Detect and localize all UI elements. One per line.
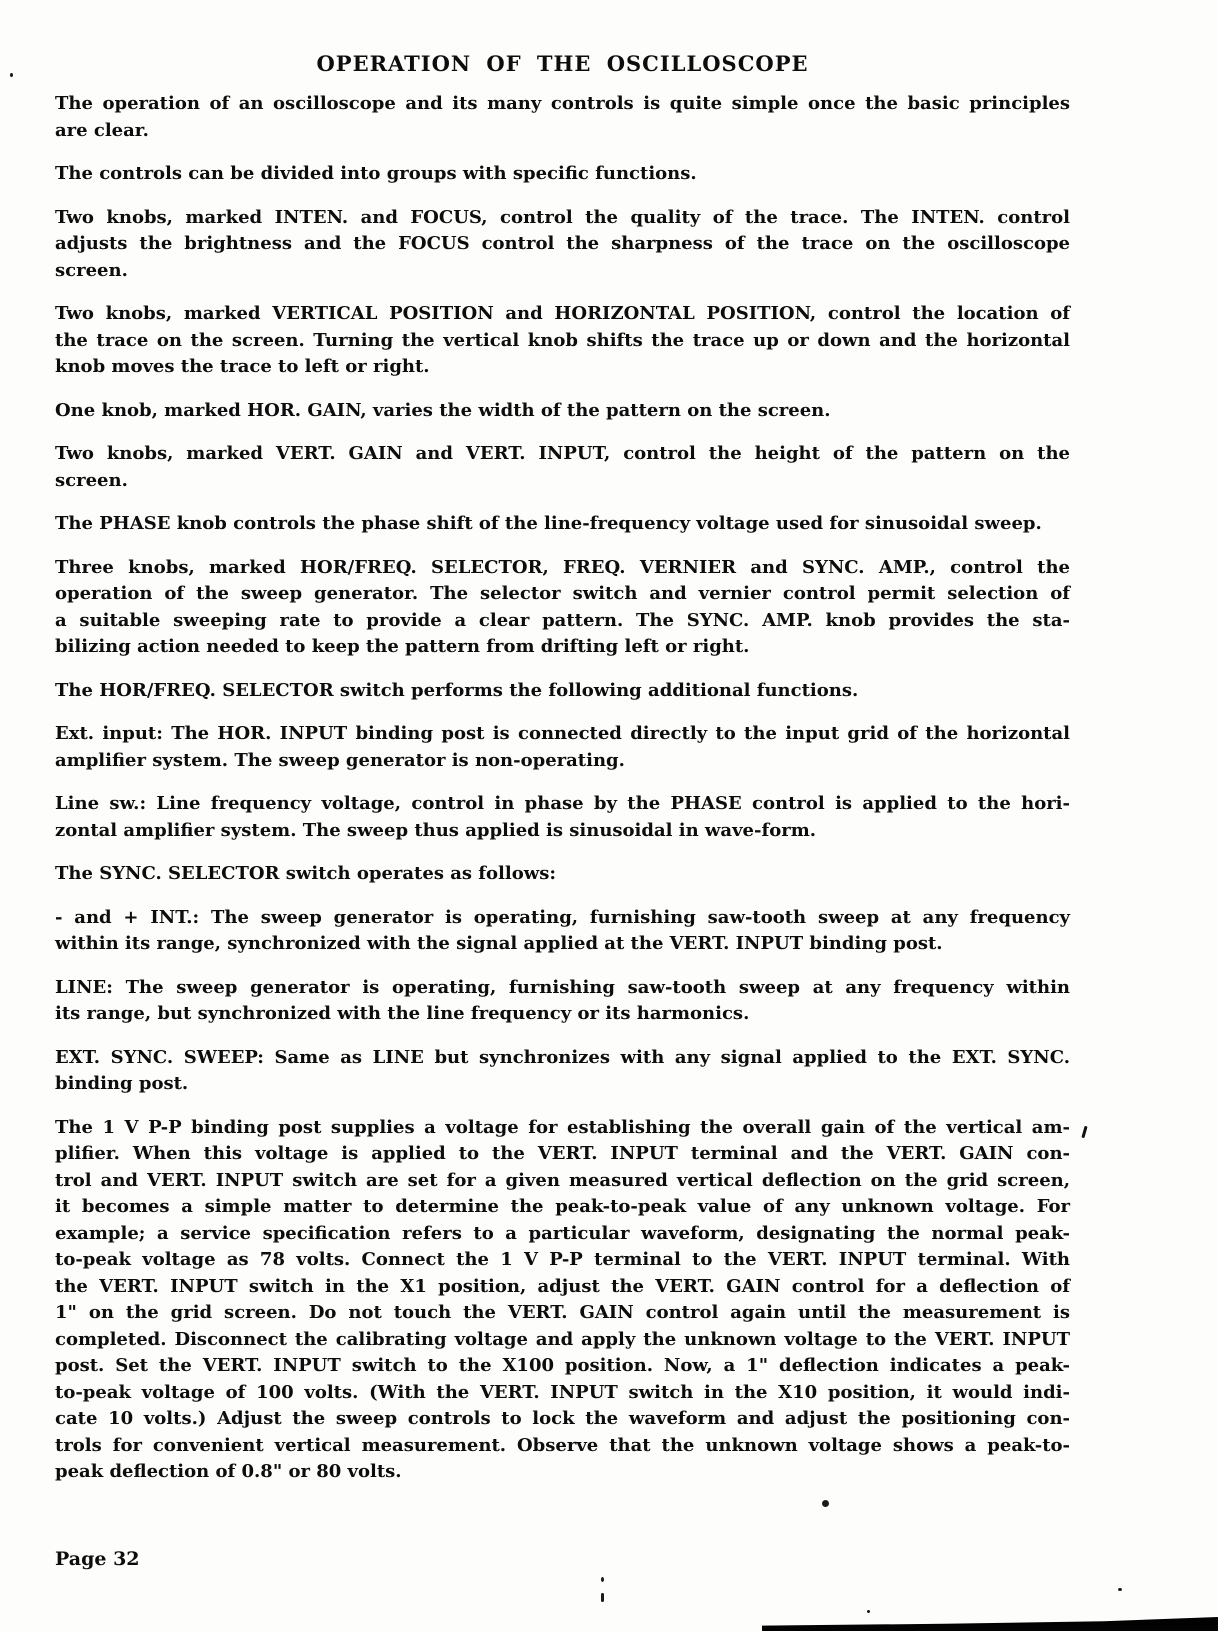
page-body [55, 91, 1070, 1486]
text-line: The operation of an oscilloscope and its many controls is quite simple once the basic principles [55, 93, 1070, 114]
paragraph [55, 905, 1070, 958]
scan-tick-artifact [1081, 1126, 1087, 1138]
text-line: post. Set the VERT. INPUT switch to the X100 position. Now, a 1" deflection indicates a peak- [55, 1355, 1070, 1376]
text-line: EXT. SYNC. SWEEP: Same as LINE but synchronizes with any signal applied to the EXT. SYNC. [55, 1046, 1070, 1068]
paragraph [55, 791, 1070, 844]
paragraph [55, 1115, 1070, 1486]
scan-speck [867, 1610, 870, 1613]
paragraph [55, 161, 1070, 188]
text-line: are clear. [55, 119, 149, 141]
text-line: Line sw.: Line frequency voltage, control in phase by the PHASE control is applied to the hori- [55, 793, 1070, 814]
text-line: its range, but synchronized with the line frequency or its harmonics. [55, 1003, 750, 1024]
text-line: amplifier system. The sweep generator is non-operating. [55, 749, 625, 771]
paragraph [55, 205, 1070, 285]
text-line: The HOR/FREQ. SELECTOR switch performs the following additional functions. [55, 679, 859, 701]
paragraph [55, 441, 1070, 494]
text-line: to-peak voltage as 78 volts. Connect the 1 V P-P terminal to the VERT. INPUT terminal. With [55, 1249, 1070, 1270]
text-line: Three knobs, marked HOR/FREQ. SELECTOR, FREQ. VERNIER and SYNC. AMP., control the [55, 556, 1070, 578]
text-line: binding post. [55, 1073, 189, 1094]
text-line: Ext. input: The HOR. INPUT binding post is connected directly to the input grid of the horizontal [55, 723, 1070, 744]
text-line: The 1 V P-P binding post supplies a voltage for establishing the overall gain of the vertical am- [55, 1116, 1070, 1138]
text-line: Two knobs, marked INTEN. and FOCUS, control the quality of the trace. The INTEN. control [55, 206, 1070, 228]
text-line: One knob, marked HOR. GAIN, varies the width of the pattern on the screen. [55, 399, 831, 421]
text-line: LINE: The sweep generator is operating, furnishing saw-tooth sweep at any frequency within [55, 976, 1070, 998]
paragraph [55, 301, 1070, 381]
text-line: operation of the sweep generator. The selector switch and vernier control permit selection of [55, 583, 1070, 604]
text-line: bilizing action needed to keep the pattern from drifting left or right. [55, 636, 750, 657]
text-line: cate 10 volts.) Adjust the sweep controls to lock the waveform and adjust the positioning con- [55, 1408, 1070, 1429]
text-line: peak deflection of 0.8" or 80 volts. [55, 1461, 402, 1482]
text-line: knob moves the trace to left or right. [55, 356, 430, 377]
page-title: OPERATION OF THE OSCILLOSCOPE [316, 51, 809, 76]
paragraph [55, 678, 1070, 705]
text-line: the trace on the screen. Turning the vertical knob shifts the trace up or down and the horizontal [55, 329, 1070, 351]
paragraph [55, 511, 1070, 538]
text-line: to-peak voltage of 100 volts. (With the VERT. INPUT switch in the X10 position, it would indi- [55, 1381, 1070, 1403]
paragraph [55, 861, 1070, 888]
text-line: The PHASE knob controls the phase shift of the line-frequency voltage used for sinusoidal sweep. [55, 513, 1042, 534]
text-line: it becomes a simple matter to determine the peak-to-peak value of any unknown voltage. For [55, 1196, 1070, 1217]
text-line: trols for convenient vertical measurement. Observe that the unknown voltage shows a peak-to- [55, 1434, 1070, 1456]
text-line: zontal amplifier system. The sweep thus applied is sinusoidal in wave-form. [55, 819, 817, 841]
text-line: Two knobs, marked VERT. GAIN and VERT. INPUT, control the height of the pattern on the [55, 443, 1070, 464]
text-line: adjusts the brightness and the FOCUS control the sharpness of the trace on the oscilloscope [55, 233, 1070, 254]
text-line: the VERT. INPUT switch in the X1 position, adjust the VERT. GAIN control for a deflection of [55, 1275, 1070, 1297]
scan-bar-artifact [762, 1617, 1218, 1631]
text-line: plifier. When this voltage is applied to the VERT. INPUT terminal and the VERT. GAIN con- [55, 1143, 1070, 1164]
text-line: a suitable sweeping rate to provide a clear pattern. The SYNC. AMP. knob provides the sta- [55, 609, 1070, 631]
paragraph [55, 721, 1070, 774]
scan-speck [10, 73, 13, 77]
text-line: screen. [55, 259, 128, 281]
paragraph [55, 398, 1070, 425]
text-line: screen. [55, 469, 128, 491]
text-line: trol and VERT. INPUT switch are set for a given measured vertical deflection on the grid screen, [55, 1169, 1070, 1191]
scan-speck [601, 1577, 604, 1582]
scan-speck [1118, 1588, 1122, 1591]
paragraph [55, 555, 1070, 661]
text-line: The SYNC. SELECTOR switch operates as follows: [55, 863, 556, 884]
text-line: completed. Disconnect the calibrating voltage and apply the unknown voltage to the VERT. INPUT [55, 1328, 1070, 1350]
paragraph [55, 975, 1070, 1028]
text-line: example; a service specification refers to a particular waveform, designating the normal peak- [55, 1222, 1070, 1244]
text-line: The controls can be divided into groups with specific functions. [55, 163, 697, 184]
text-line: Two knobs, marked VERTICAL POSITION and HORIZONTAL POSITION, control the location of [55, 303, 1070, 324]
page-number: Page 32 [55, 1547, 140, 1570]
paragraph [55, 91, 1070, 144]
paragraph [55, 1045, 1070, 1098]
scan-dot-artifact [822, 1500, 829, 1507]
text-line: within its range, synchronized with the signal applied at the VERT. INPUT binding post. [55, 933, 943, 954]
page-content [55, 50, 1070, 1572]
text-line: - and + INT.: The sweep generator is operating, furnishing saw-tooth sweep at any frequency [55, 906, 1070, 928]
scan-speck [601, 1593, 604, 1602]
text-line: 1" on the grid screen. Do not touch the VERT. GAIN control again until the measurement is [55, 1302, 1070, 1323]
